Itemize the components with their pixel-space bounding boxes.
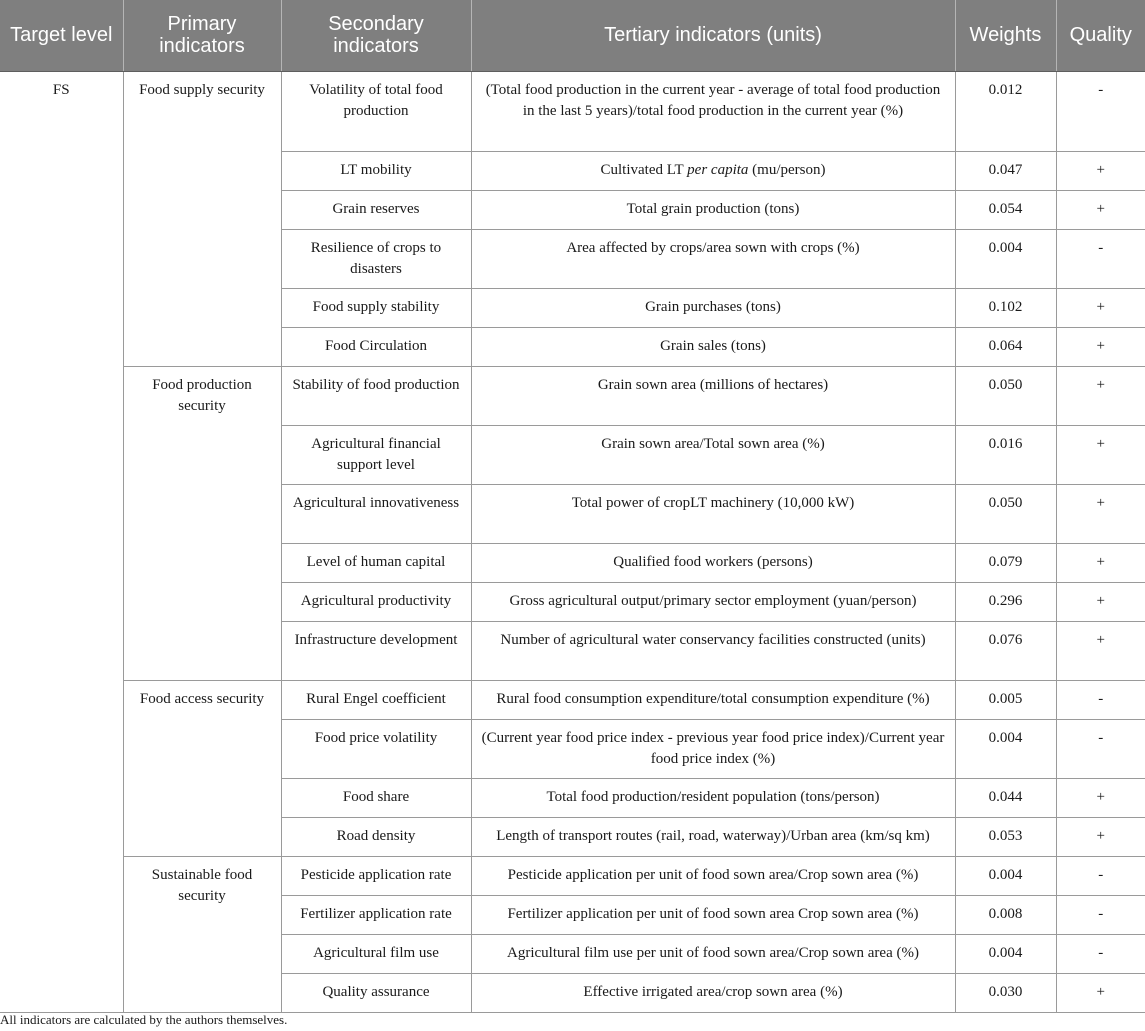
secondary-indicator-cell: Rural Engel coefficient	[281, 680, 471, 719]
primary-indicator-cell: Sustainable food security	[123, 856, 281, 1012]
tertiary-indicator-cell: Total food production/resident population (tons/person)	[471, 778, 955, 817]
header-quality: Quality	[1056, 0, 1145, 71]
quality-cell: +	[1056, 151, 1145, 190]
quality-cell: +	[1056, 973, 1145, 1012]
quality-cell: +	[1056, 817, 1145, 856]
weight-cell: 0.296	[955, 582, 1056, 621]
quality-cell: +	[1056, 327, 1145, 366]
tertiary-indicator-cell: Rural food consumption expenditure/total consumption expenditure (%)	[471, 680, 955, 719]
weight-cell: 0.004	[955, 934, 1056, 973]
quality-cell: +	[1056, 582, 1145, 621]
secondary-indicator-cell: Road density	[281, 817, 471, 856]
primary-indicator-cell: Food production security	[123, 366, 281, 680]
secondary-indicator-cell: Agricultural productivity	[281, 582, 471, 621]
secondary-indicator-cell: Food supply stability	[281, 288, 471, 327]
tertiary-text: Cultivated LT	[600, 161, 688, 178]
secondary-indicator-cell: Quality assurance	[281, 973, 471, 1012]
header-weights: Weights	[955, 0, 1056, 71]
weight-cell: 0.050	[955, 366, 1056, 425]
quality-cell: -	[1056, 719, 1145, 778]
secondary-indicator-cell: Fertilizer application rate	[281, 895, 471, 934]
quality-cell: +	[1056, 543, 1145, 582]
quality-cell: -	[1056, 934, 1145, 973]
tertiary-indicator-cell: Grain sales (tons)	[471, 327, 955, 366]
primary-indicator-cell: Food access security	[123, 680, 281, 856]
tertiary-indicator-cell: Qualified food workers (persons)	[471, 543, 955, 582]
tertiary-indicator-cell: Fertilizer application per unit of food sown area Crop sown area (%)	[471, 895, 955, 934]
quality-cell: +	[1056, 778, 1145, 817]
secondary-indicator-cell: LT mobility	[281, 151, 471, 190]
primary-indicator-cell: Food supply security	[123, 71, 281, 366]
secondary-indicator-cell: Stability of food production	[281, 366, 471, 425]
weight-cell: 0.030	[955, 973, 1056, 1012]
weight-cell: 0.064	[955, 327, 1056, 366]
tertiary-text: (mu/person)	[748, 161, 826, 178]
tertiary-indicator-cell: Pesticide application per unit of food sown area/Crop sown area (%)	[471, 856, 955, 895]
weight-cell: 0.076	[955, 621, 1056, 680]
quality-cell: -	[1056, 71, 1145, 151]
quality-cell: +	[1056, 288, 1145, 327]
table-body	[0, 71, 1145, 1012]
tertiary-indicator-cell: Effective irrigated area/crop sown area (%)	[471, 973, 955, 1012]
tertiary-indicator-cell: Area affected by crops/area sown with crops (%)	[471, 229, 955, 288]
secondary-indicator-cell: Agricultural film use	[281, 934, 471, 973]
tertiary-indicator-cell: Total power of cropLT machinery (10,000 kW)	[471, 484, 955, 543]
secondary-indicator-cell: Pesticide application rate	[281, 856, 471, 895]
table-row	[0, 856, 1145, 895]
secondary-indicator-cell: Infrastructure development	[281, 621, 471, 680]
table-header	[0, 0, 1145, 71]
quality-cell: +	[1056, 366, 1145, 425]
weight-cell: 0.004	[955, 229, 1056, 288]
tertiary-indicator-cell: Total grain production (tons)	[471, 190, 955, 229]
secondary-indicator-cell: Agricultural innovativeness	[281, 484, 471, 543]
weight-cell: 0.005	[955, 680, 1056, 719]
quality-cell: +	[1056, 484, 1145, 543]
secondary-indicator-cell: Level of human capital	[281, 543, 471, 582]
header-primary-indicators: Primary indicators	[123, 0, 281, 71]
weight-cell: 0.012	[955, 71, 1056, 151]
weight-cell: 0.016	[955, 425, 1056, 484]
tertiary-indicator-cell: (Current year food price index - previous year food price index)/Current year food price index (%)	[471, 719, 955, 778]
weight-cell: 0.102	[955, 288, 1056, 327]
tertiary-indicator-cell: Agricultural film use per unit of food sown area/Crop sown area (%)	[471, 934, 955, 973]
weight-cell: 0.053	[955, 817, 1056, 856]
weight-cell: 0.004	[955, 856, 1056, 895]
header-secondary-indicators: Secondary indicators	[281, 0, 471, 71]
secondary-indicator-cell: Resilience of crops to disasters	[281, 229, 471, 288]
tertiary-indicator-cell: Gross agricultural output/primary sector employment (yuan/person)	[471, 582, 955, 621]
weight-cell: 0.004	[955, 719, 1056, 778]
quality-cell: +	[1056, 190, 1145, 229]
quality-cell: -	[1056, 856, 1145, 895]
tertiary-indicator-cell: Grain sown area (millions of hectares)	[471, 366, 955, 425]
secondary-indicator-cell: Volatility of total food production	[281, 71, 471, 151]
secondary-indicator-cell: Food share	[281, 778, 471, 817]
target-level-cell: FS	[0, 71, 123, 1012]
weight-cell: 0.044	[955, 778, 1056, 817]
secondary-indicator-cell: Food Circulation	[281, 327, 471, 366]
tertiary-indicator-cell: Number of agricultural water conservancy facilities constructed (units)	[471, 621, 955, 680]
header-target-level: Target level	[0, 0, 123, 71]
quality-cell: +	[1056, 425, 1145, 484]
table-row	[0, 680, 1145, 719]
quality-cell: -	[1056, 229, 1145, 288]
secondary-indicator-cell: Grain reserves	[281, 190, 471, 229]
weight-cell: 0.079	[955, 543, 1056, 582]
table-footnote: All indicators are calculated by the authors themselves.	[0, 1012, 288, 1027]
tertiary-indicator-cell: Length of transport routes (rail, road, waterway)/Urban area (km/sq km)	[471, 817, 955, 856]
tertiary-indicator-cell: Grain purchases (tons)	[471, 288, 955, 327]
quality-cell: -	[1056, 895, 1145, 934]
weight-cell: 0.054	[955, 190, 1056, 229]
header-tertiary-indicators: Tertiary indicators (units)	[471, 0, 955, 71]
table-row	[0, 71, 1145, 151]
secondary-indicator-cell: Food price volatility	[281, 719, 471, 778]
weight-cell: 0.050	[955, 484, 1056, 543]
tertiary-indicator-cell: Grain sown area/Total sown area (%)	[471, 425, 955, 484]
table-row	[0, 366, 1145, 425]
tertiary-indicator-cell: (Total food production in the current year - average of total food production in the last 5 years)/total food production in the current year (%)	[471, 71, 955, 151]
tertiary-italic-text: per capita	[687, 161, 749, 178]
secondary-indicator-cell: Agricultural financial support level	[281, 425, 471, 484]
tertiary-indicator-cell	[471, 151, 955, 190]
quality-cell: +	[1056, 621, 1145, 680]
weight-cell: 0.008	[955, 895, 1056, 934]
quality-cell: -	[1056, 680, 1145, 719]
weight-cell: 0.047	[955, 151, 1056, 190]
